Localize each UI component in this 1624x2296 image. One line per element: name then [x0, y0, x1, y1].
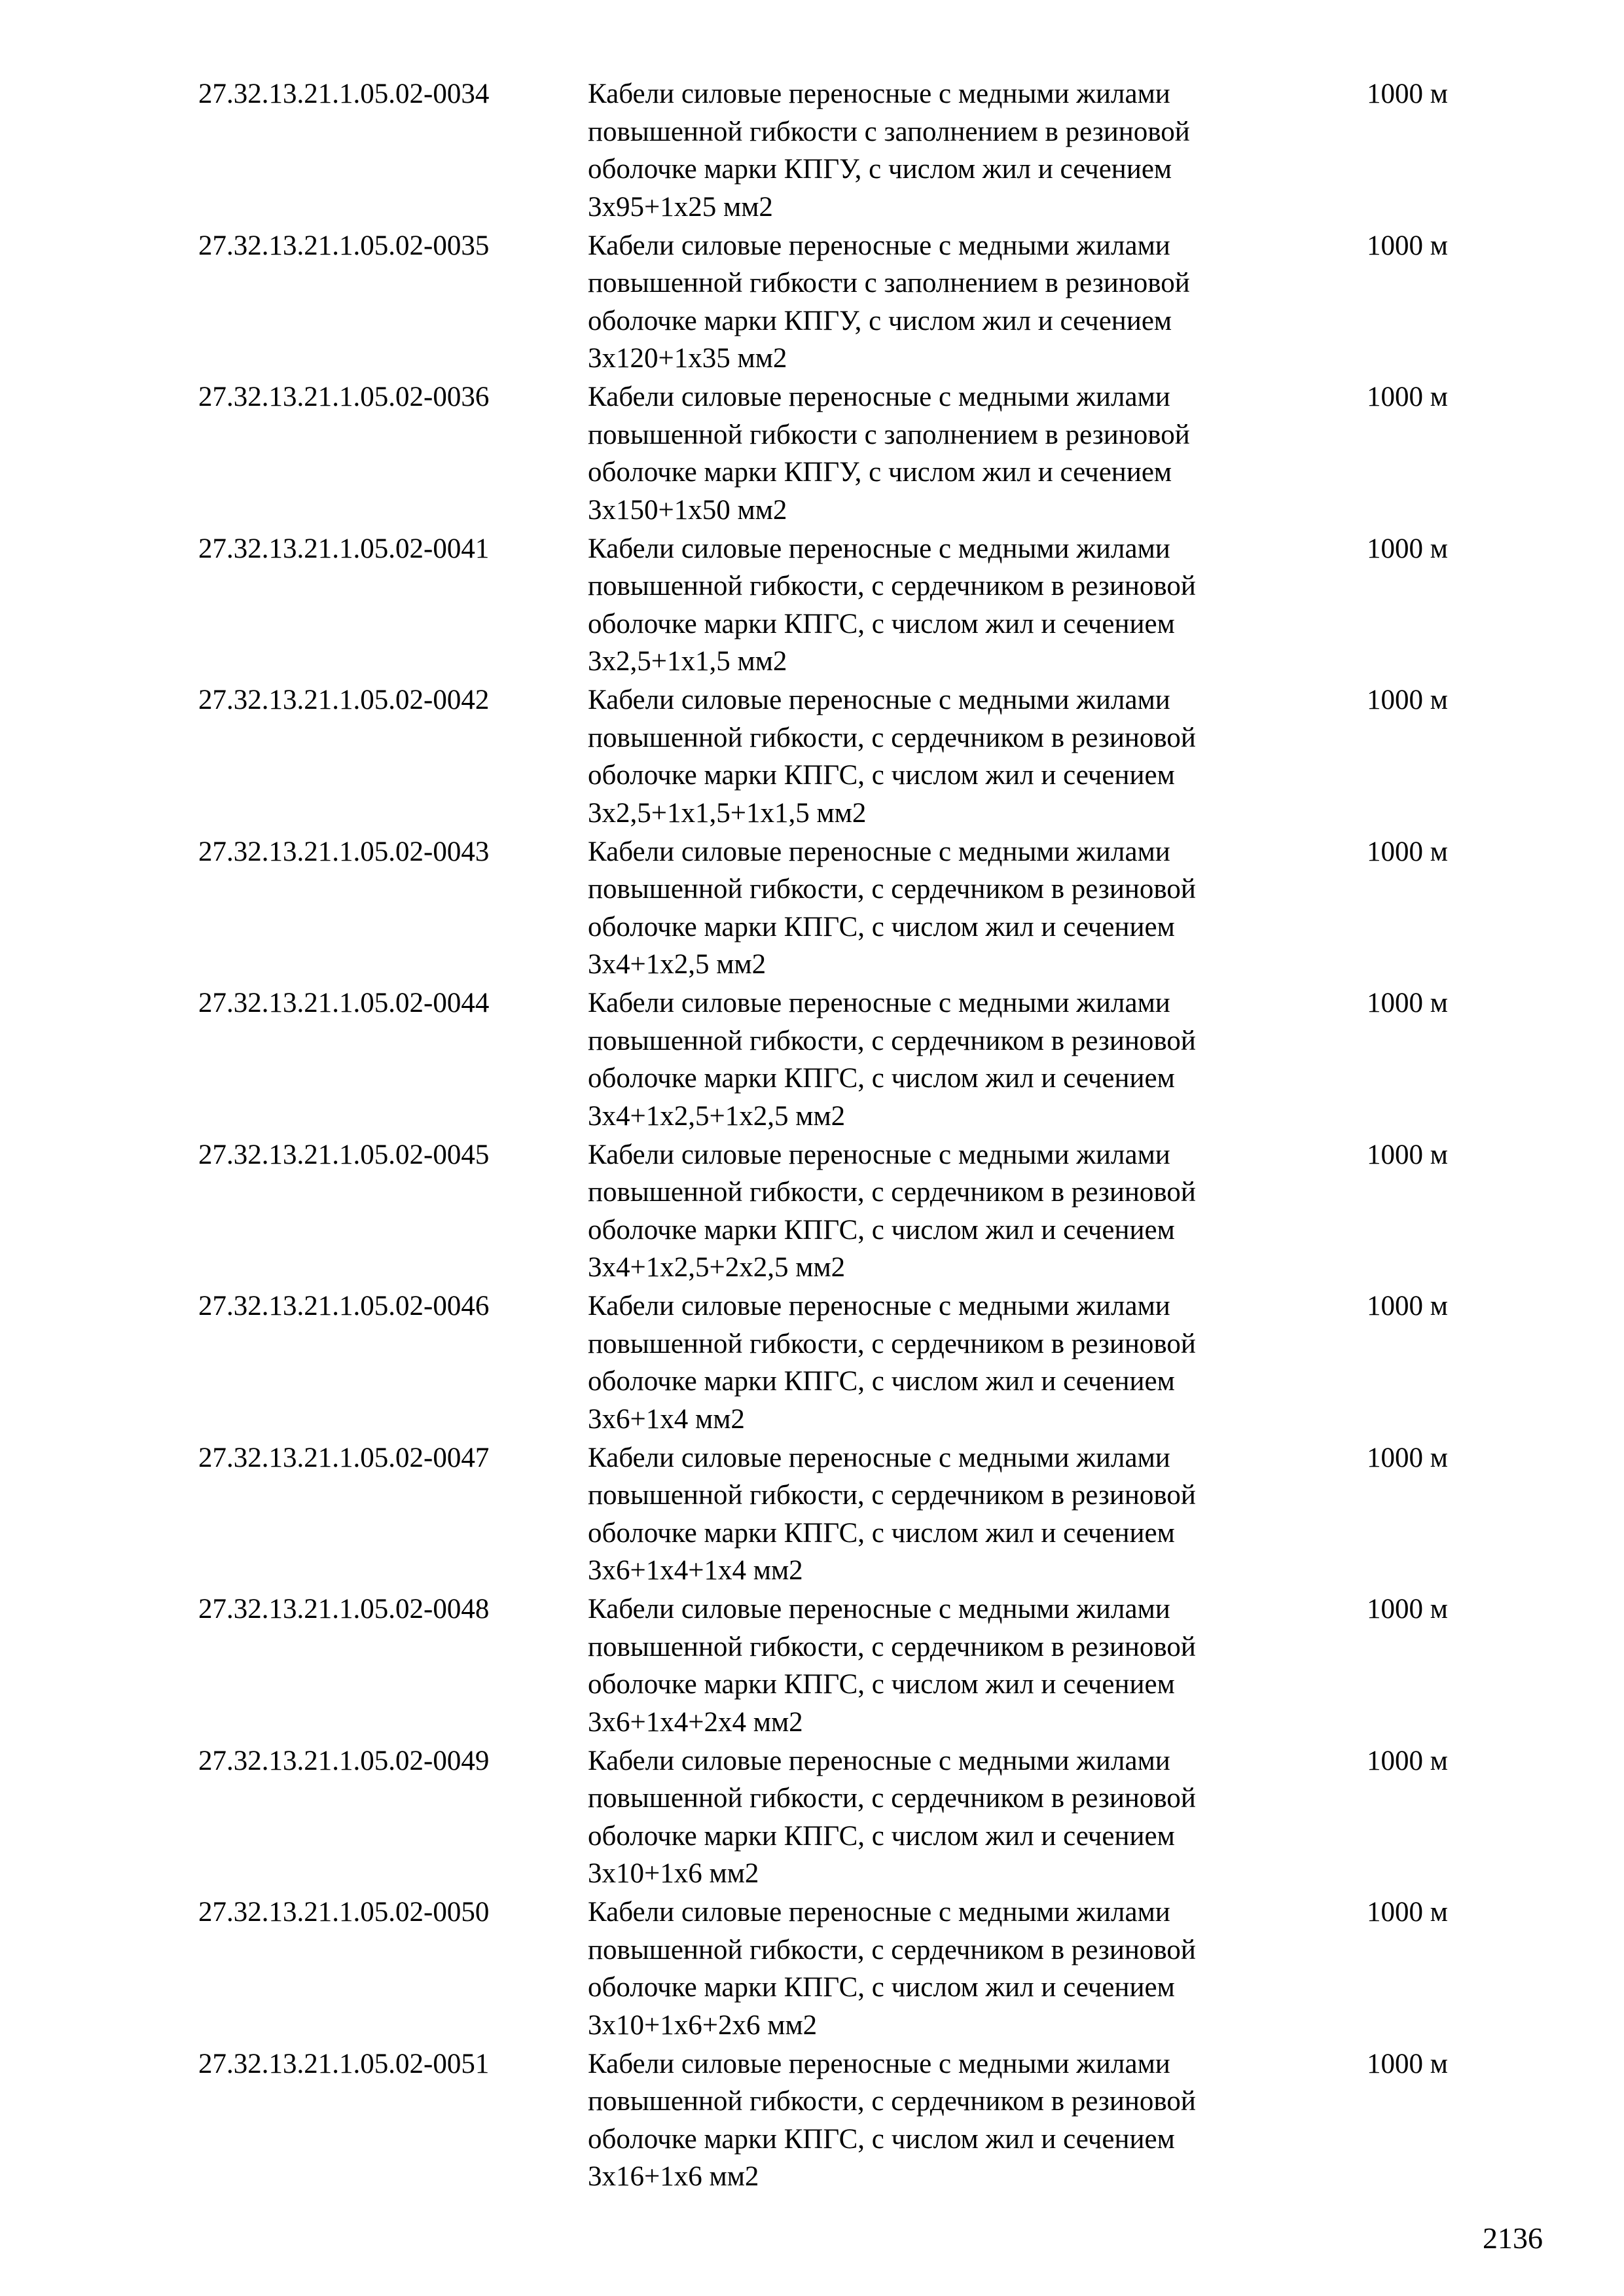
unit-of-measure: 1000 м	[1367, 988, 1448, 1018]
resource-code: 27.32.13.21.1.05.02-0034	[198, 79, 490, 109]
unit-of-measure: 1000 м	[1367, 79, 1448, 109]
resource-description	[588, 1742, 1334, 1893]
table-row	[0, 1136, 1624, 1288]
description-line: 3х6+1х4 мм2	[588, 1403, 745, 1435]
description-line: 3х2,5+1х1,5 мм2	[588, 646, 787, 677]
unit-of-measure: 1000 м	[1367, 1291, 1448, 1321]
unit-of-measure: 1000 м	[1367, 1442, 1448, 1473]
description-line: Кабели силовые переносные с медными жилами	[588, 1291, 1170, 1321]
resource-code: 27.32.13.21.1.05.02-0044	[198, 988, 490, 1018]
description-line: Кабели силовые переносные с медными жилами	[588, 1442, 1170, 1473]
resource-description	[588, 378, 1334, 529]
description-line: 3х4+1х2,5 мм2	[588, 949, 767, 980]
unit-of-measure: 1000 м	[1367, 1745, 1448, 1776]
description-line: повышенной гибкости, с сердечником в резиновой	[588, 1480, 1196, 1511]
resource-code: 27.32.13.21.1.05.02-0051	[198, 2048, 490, 2079]
description-line: Кабели силовые переносные с медными жилами	[588, 1897, 1170, 1928]
table-row	[0, 681, 1624, 833]
resource-code: 27.32.13.21.1.05.02-0050	[198, 1897, 490, 1928]
description-line: 3х16+1х6 мм2	[588, 2161, 759, 2192]
description-line: Кабели силовые переносные с медными жилами	[588, 2048, 1170, 2079]
description-line: Кабели силовые переносные с медными жилами	[588, 382, 1170, 412]
table-row	[0, 530, 1624, 682]
description-line: 3х120+1х35 мм2	[588, 343, 787, 374]
resource-code: 27.32.13.21.1.05.02-0046	[198, 1291, 490, 1321]
table-row	[0, 1287, 1624, 1439]
description-line: повышенной гибкости с заполнением в резиновой	[588, 419, 1190, 450]
description-line: Кабели силовые переносные с медными жилами	[588, 685, 1170, 715]
description-line: повышенной гибкости, с сердечником в резиновой	[588, 1177, 1196, 1208]
description-line: повышенной гибкости, с сердечником в резиновой	[588, 1934, 1196, 1965]
resource-code: 27.32.13.21.1.05.02-0036	[198, 382, 490, 412]
description-line: оболочке марки КПГС, с числом жил и сечением	[588, 1214, 1175, 1246]
description-line: оболочке марки КПГС, с числом жил и сечением	[588, 2123, 1175, 2155]
description-line: повышенной гибкости, с сердечником в резиновой	[588, 1631, 1196, 1662]
unit-of-measure: 1000 м	[1367, 1897, 1448, 1928]
description-line: оболочке марки КПГС, с числом жил и сечением	[588, 1063, 1175, 1094]
description-line: оболочке марки КПГС, с числом жил и сечением	[588, 911, 1175, 942]
resource-code: 27.32.13.21.1.05.02-0047	[198, 1442, 490, 1473]
description-line: оболочке марки КПГУ, с числом жил и сечением	[588, 154, 1172, 185]
description-line: Кабели силовые переносные с медными жилами	[588, 533, 1170, 564]
description-line: Кабели силовые переносные с медными жилами	[588, 1745, 1170, 1776]
unit-of-measure: 1000 м	[1367, 230, 1448, 261]
description-line: оболочке марки КПГС, с числом жил и сечением	[588, 1972, 1175, 2003]
resource-description	[588, 833, 1334, 984]
description-line: оболочке марки КПГУ, с числом жил и сечением	[588, 457, 1172, 488]
description-line: оболочке марки КПГС, с числом жил и сечением	[588, 760, 1175, 791]
table-row	[0, 1893, 1624, 2045]
resource-description	[588, 1287, 1334, 1438]
description-line: 3х4+1х2,5+2х2,5 мм2	[588, 1252, 846, 1283]
resource-description	[588, 681, 1334, 832]
description-line: оболочке марки КПГС, с числом жил и сечением	[588, 608, 1175, 639]
description-line: Кабели силовые переносные с медными жилами	[588, 1139, 1170, 1170]
unit-of-measure: 1000 м	[1367, 1139, 1448, 1170]
resource-code: 27.32.13.21.1.05.02-0048	[198, 1594, 490, 1624]
description-line: Кабели силовые переносные с медными жилами	[588, 230, 1170, 261]
resource-code: 27.32.13.21.1.05.02-0035	[198, 230, 490, 261]
resource-description	[588, 1590, 1334, 1741]
unit-of-measure: 1000 м	[1367, 685, 1448, 715]
table-row	[0, 1742, 1624, 1894]
table-row	[0, 1590, 1624, 1742]
resource-description	[588, 1439, 1334, 1590]
description-line: оболочке марки КПГС, с числом жил и сечением	[588, 1517, 1175, 1549]
description-line: повышенной гибкости, с сердечником в резиновой	[588, 1783, 1196, 1814]
description-line: Кабели силовые переносные с медными жилами	[588, 988, 1170, 1018]
table-row	[0, 378, 1624, 530]
unit-of-measure: 1000 м	[1367, 836, 1448, 867]
description-line: 3х10+1х6+2х6 мм2	[588, 2009, 818, 2041]
description-line: повышенной гибкости с заполнением в резиновой	[588, 116, 1190, 147]
table-row	[0, 984, 1624, 1136]
description-line: повышенной гибкости, с сердечником в резиновой	[588, 1025, 1196, 1056]
page-number: 2136	[1483, 2221, 1543, 2255]
resource-code: 27.32.13.21.1.05.02-0043	[198, 836, 490, 867]
table-row	[0, 833, 1624, 985]
description-line: оболочке марки КПГС, с числом жил и сечением	[588, 1820, 1175, 1852]
resource-description	[588, 75, 1334, 226]
resource-code: 27.32.13.21.1.05.02-0042	[198, 685, 490, 715]
unit-of-measure: 1000 м	[1367, 382, 1448, 412]
description-line: 3х6+1х4+2х4 мм2	[588, 1706, 803, 1738]
resource-description	[588, 2045, 1334, 2196]
resource-code: 27.32.13.21.1.05.02-0045	[198, 1139, 490, 1170]
description-line: 3х10+1х6 мм2	[588, 1858, 759, 1889]
description-line: повышенной гибкости, с сердечником в резиновой	[588, 1328, 1196, 1359]
description-line: 3х150+1х50 мм2	[588, 494, 787, 526]
description-line: оболочке марки КПГС, с числом жил и сечением	[588, 1366, 1175, 1397]
table-row	[0, 2045, 1624, 2197]
resource-description	[588, 1893, 1334, 2044]
description-line: 3х2,5+1х1,5+1х1,5 мм2	[588, 797, 867, 829]
description-line: повышенной гибкости, с сердечником в резиновой	[588, 2086, 1196, 2117]
table-row	[0, 227, 1624, 379]
resource-code: 27.32.13.21.1.05.02-0041	[198, 533, 490, 564]
description-line: 3х95+1х25 мм2	[588, 191, 773, 223]
description-line: повышенной гибкости с заполнением в резиновой	[588, 268, 1190, 298]
description-line: Кабели силовые переносные с медными жилами	[588, 1594, 1170, 1624]
resource-description	[588, 227, 1334, 378]
unit-of-measure: 1000 м	[1367, 1594, 1448, 1624]
unit-of-measure: 1000 м	[1367, 2048, 1448, 2079]
description-line: 3х4+1х2,5+1х2,5 мм2	[588, 1100, 846, 1132]
description-line: Кабели силовые переносные с медными жилами	[588, 79, 1170, 109]
resource-description	[588, 530, 1334, 681]
description-line: повышенной гибкости, с сердечником в резиновой	[588, 722, 1196, 753]
description-line: повышенной гибкости, с сердечником в резиновой	[588, 874, 1196, 905]
unit-of-measure: 1000 м	[1367, 533, 1448, 564]
description-line: 3х6+1х4+1х4 мм2	[588, 1555, 803, 1586]
table-row	[0, 1439, 1624, 1591]
description-line: Кабели силовые переносные с медными жилами	[588, 836, 1170, 867]
entry-list	[0, 75, 1624, 2197]
description-line: повышенной гибкости, с сердечником в резиновой	[588, 571, 1196, 601]
resource-description	[588, 984, 1334, 1135]
table-row	[0, 75, 1624, 227]
resource-description	[588, 1136, 1334, 1287]
description-line: оболочке марки КПГУ, с числом жил и сечением	[588, 305, 1172, 336]
resource-code: 27.32.13.21.1.05.02-0049	[198, 1745, 490, 1776]
description-line: оболочке марки КПГС, с числом жил и сечением	[588, 1669, 1175, 1700]
